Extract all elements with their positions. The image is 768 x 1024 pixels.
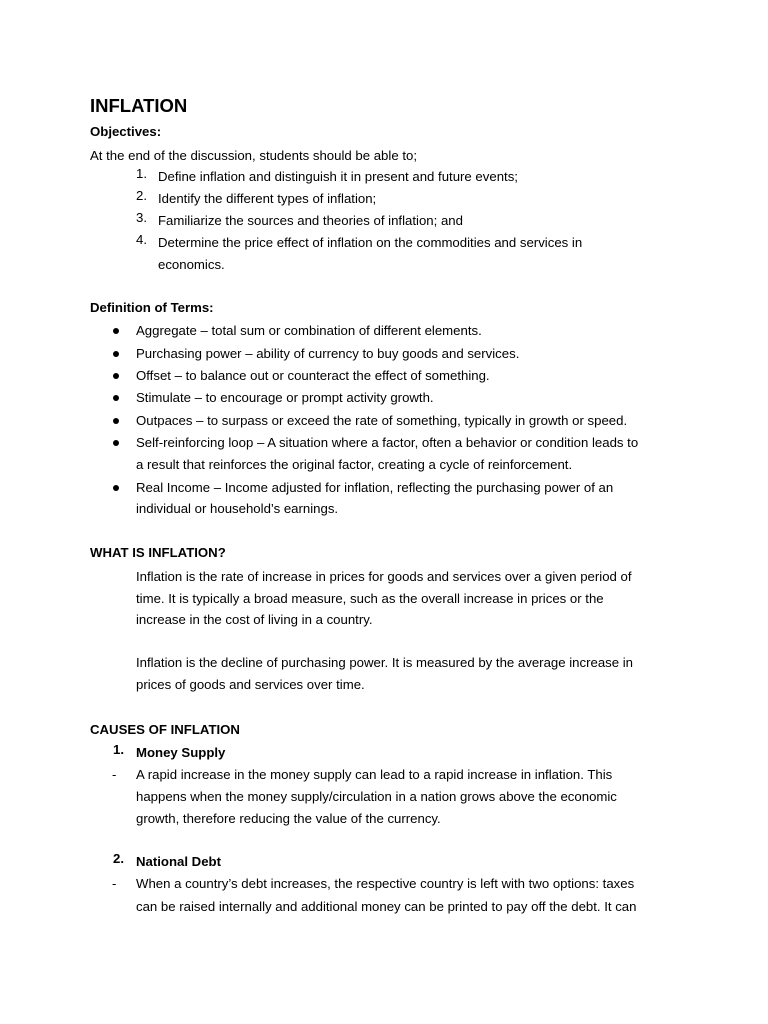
objective-text: Identify the different types of inflation; <box>158 191 377 206</box>
cause-text: growth, therefore reducing the value of the currency. <box>136 811 441 826</box>
objective-number: 4. <box>136 232 147 247</box>
definition-item-continued: individual or household’s earnings. <box>136 501 339 516</box>
cause-text: happens when the money supply/circulation in a nation grows above the economic <box>136 789 617 804</box>
bullet-icon <box>113 395 119 401</box>
definition-item: Stimulate – to encourage or prompt activity growth. <box>136 390 434 405</box>
bullet-icon <box>113 485 119 491</box>
cause-text: A rapid increase in the money supply can lead to a rapid increase in inflation. This <box>136 767 613 782</box>
bullet-icon <box>113 373 119 379</box>
bullet-icon <box>113 328 119 334</box>
bullet-icon <box>113 418 119 424</box>
causes-heading: CAUSES OF INFLATION <box>90 722 240 737</box>
cause-text: can be raised internally and additional money can be printed to pay off the debt. It can <box>136 899 637 914</box>
objectives-heading: Objectives: <box>90 124 162 139</box>
definition-item: Real Income – Income adjusted for inflation, reflecting the purchasing power of an <box>136 480 614 495</box>
cause-number: 1. <box>113 742 124 757</box>
cause-title: National Debt <box>136 854 221 869</box>
objectives-intro: At the end of the discussion, students should be able to; <box>90 148 417 163</box>
dash-marker: - <box>112 767 117 782</box>
objective-number: 3. <box>136 210 147 225</box>
page-title: INFLATION <box>90 95 188 116</box>
what-is-heading: WHAT IS INFLATION? <box>90 545 226 560</box>
definition-item: Self-reinforcing loop – A situation where a factor, often a behavior or condition leads to <box>136 435 639 450</box>
paragraph-line: prices of goods and services over time. <box>136 677 365 692</box>
objective-text-continued: economics. <box>158 257 225 272</box>
objective-text: Define inflation and distinguish it in present and future events; <box>158 169 518 184</box>
definition-item-continued: a result that reinforces the original factor, creating a cycle of reinforcement. <box>136 457 573 472</box>
cause-text: When a country’s debt increases, the respective country is left with two options: taxes <box>136 876 635 891</box>
definition-item: Aggregate – total sum or combination of different elements. <box>136 323 482 338</box>
definition-item: Outpaces – to surpass or exceed the rate of something, typically in growth or speed. <box>136 413 628 428</box>
definition-item: Purchasing power – ability of currency to buy goods and services. <box>136 346 520 361</box>
dash-marker: - <box>112 876 117 891</box>
bullet-icon <box>113 351 119 357</box>
objective-text: Determine the price effect of inflation on the commodities and services in <box>158 235 583 250</box>
objective-text: Familiarize the sources and theories of inflation; and <box>158 213 463 228</box>
objective-number: 1. <box>136 166 147 181</box>
definition-item: Offset – to balance out or counteract the effect of something. <box>136 368 490 383</box>
objective-number: 2. <box>136 188 147 203</box>
bullet-icon <box>113 440 119 446</box>
paragraph-line: Inflation is the decline of purchasing power. It is measured by the average increase in <box>136 655 634 670</box>
paragraph-line: Inflation is the rate of increase in prices for goods and services over a given period of <box>136 569 632 584</box>
paragraph-line: increase in the cost of living in a country. <box>136 612 373 627</box>
cause-title: Money Supply <box>136 745 226 760</box>
paragraph-line: time. It is typically a broad measure, such as the overall increase in prices or the <box>136 591 604 606</box>
cause-number: 2. <box>113 851 124 866</box>
definitions-heading: Definition of Terms: <box>90 300 214 315</box>
